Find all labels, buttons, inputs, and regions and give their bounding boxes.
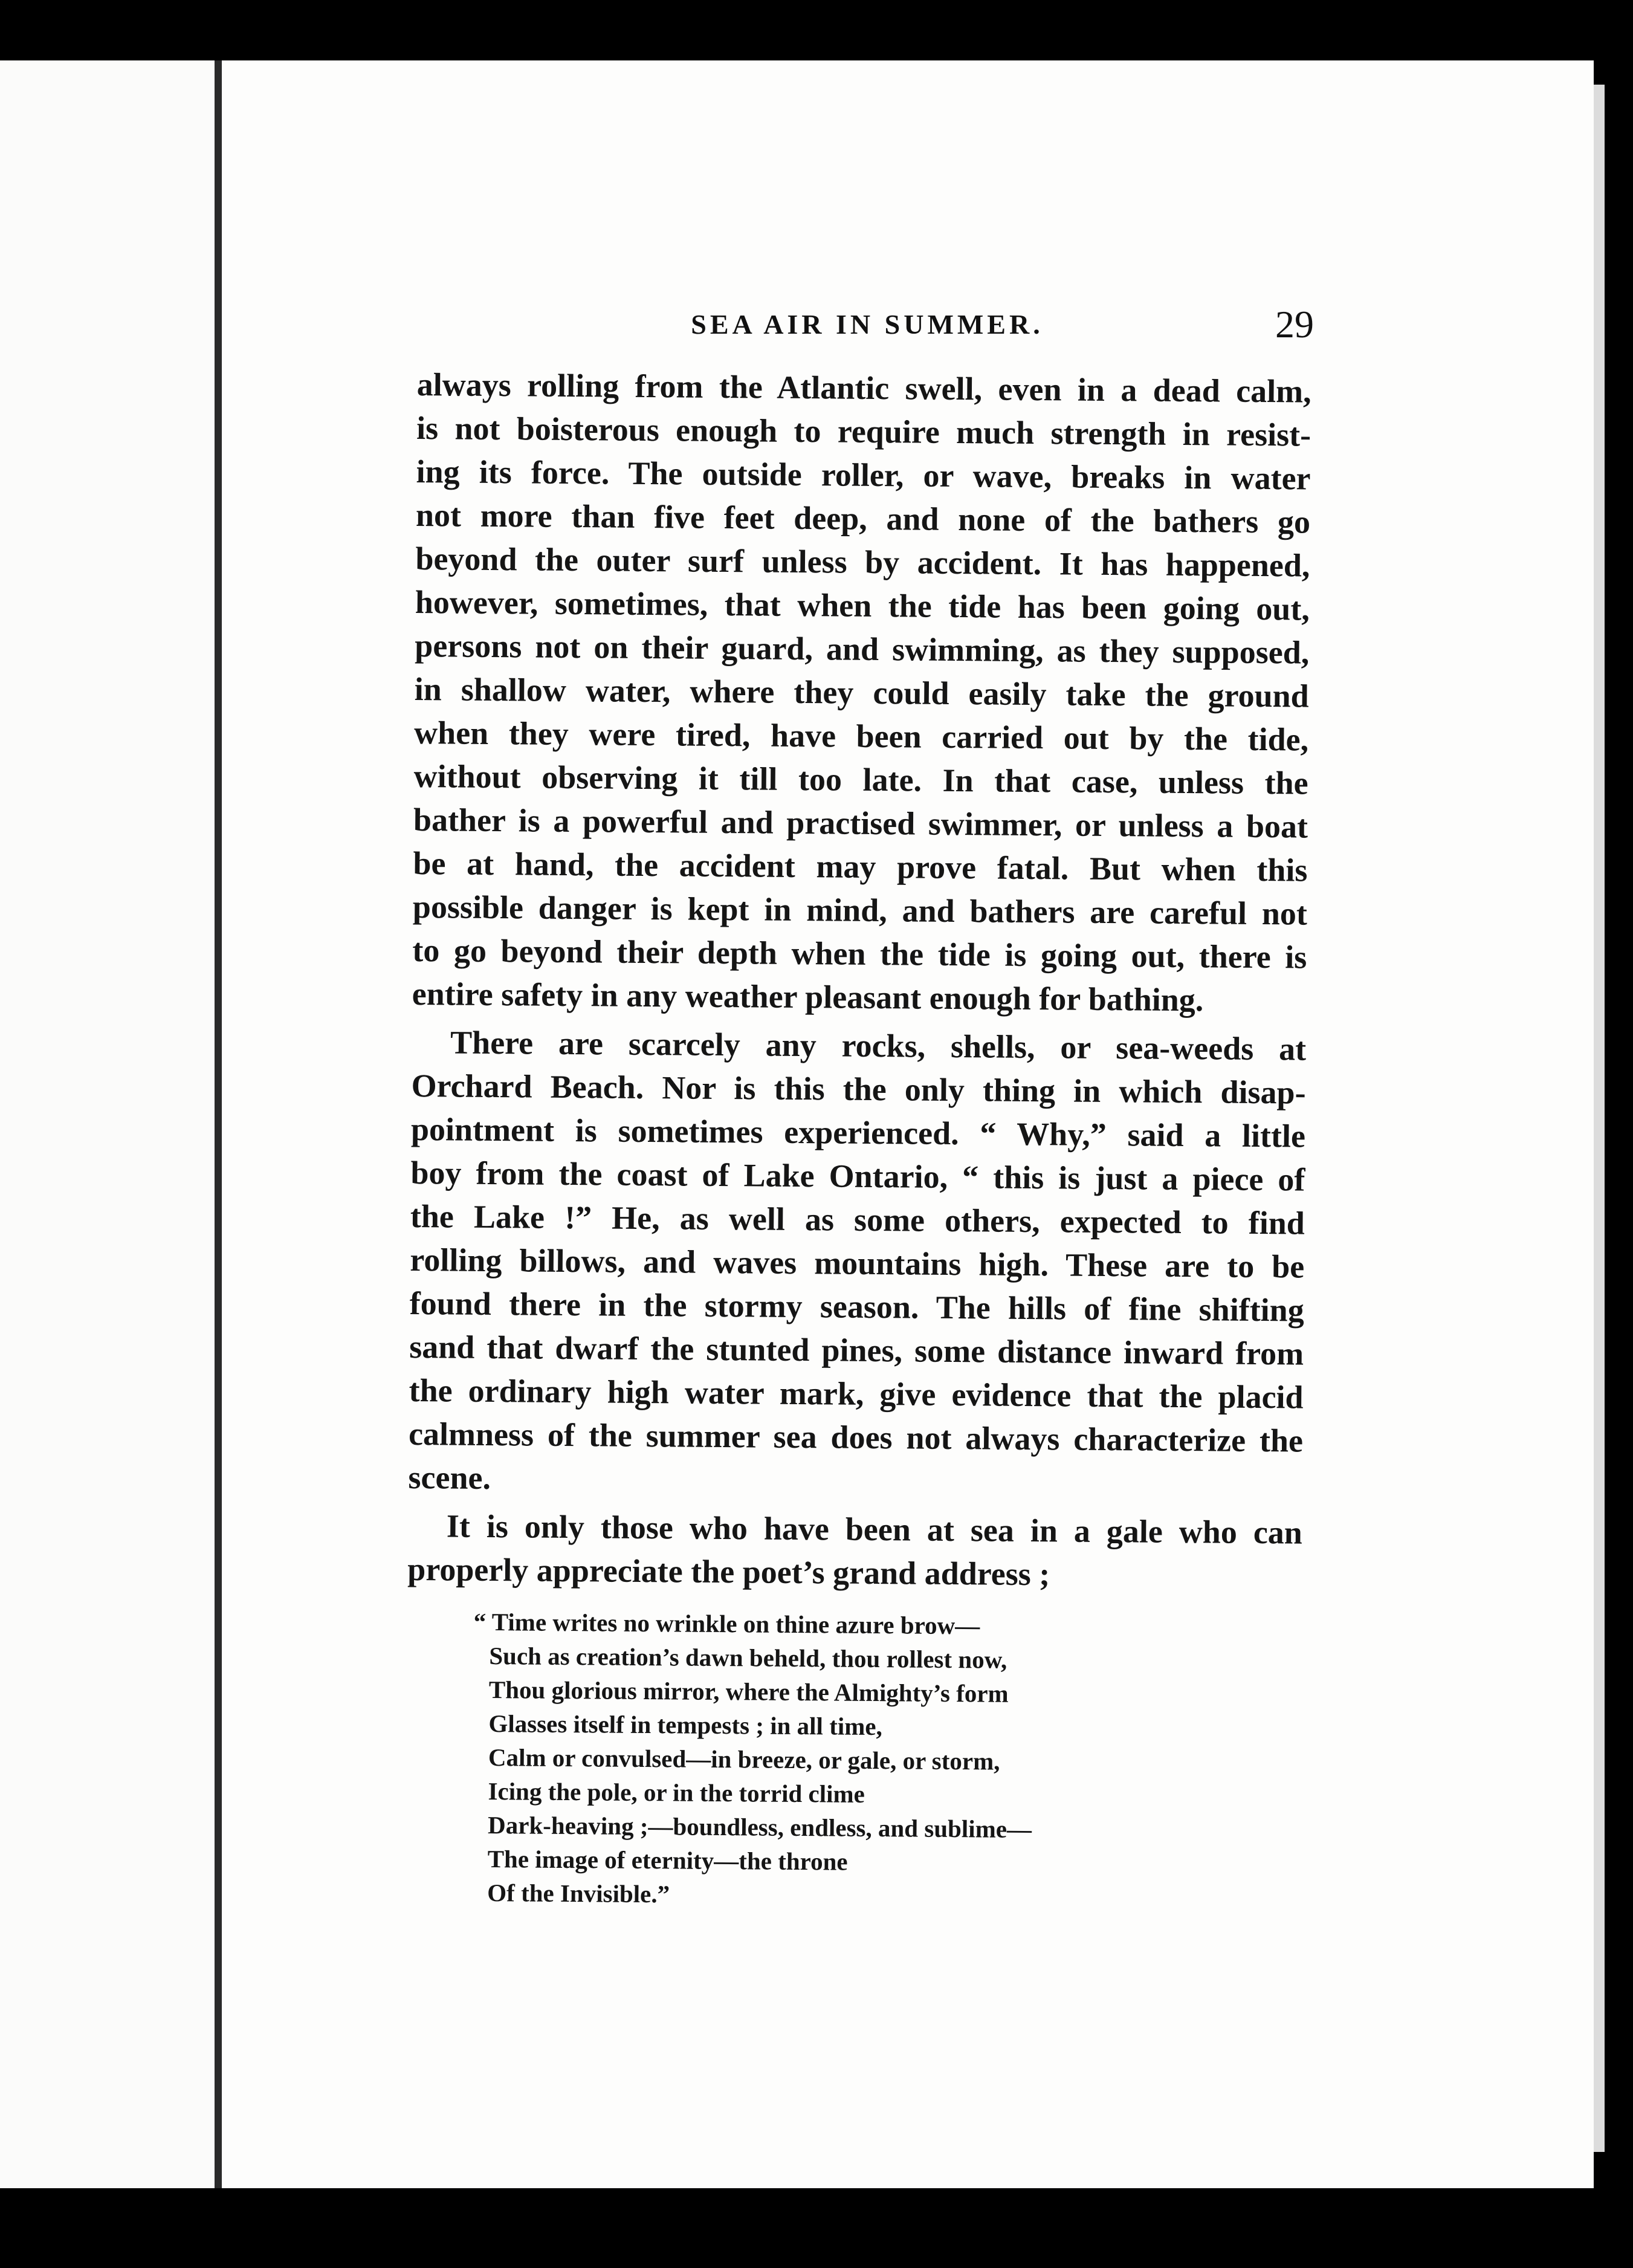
text-line: to go beyond their depth when the tide is going out, there is (412, 932, 1307, 976)
text-line: the Lake !” He, as well as some others, expected to find (410, 1197, 1305, 1242)
text-line: always rolling from the Atlantic swell, even in a dead calm, (416, 366, 1311, 410)
book-gutter (215, 60, 222, 2188)
text-line: is not boisterous enough to require much strength in resist- (416, 409, 1311, 453)
poem-line: Such as creation’s dawn beheld, thou rollest now, (489, 1641, 1007, 1674)
poem-line: Calm or convulsed—in breeze, or gale, or storm, (488, 1743, 1000, 1775)
text-line: scene. (408, 1459, 491, 1497)
text-line: without observing it till too late. In that case, unless the (413, 757, 1308, 802)
poem-line: Thou glorious mirror, where the Almighty’s form (488, 1675, 1009, 1708)
page-fore-edge (1594, 85, 1605, 2152)
poem-quotation (473, 1605, 1154, 1915)
text-line: persons not on their guard, and swimming, as they supposed, (415, 627, 1310, 671)
page-number: 29 (1275, 303, 1314, 346)
poem-line: Icing the pole, or in the torrid clime (488, 1777, 865, 1808)
poem-line: Glasses itself in tempests ; in all time, (488, 1709, 883, 1741)
text-line: calmness of the summer sea does not always characterize the (408, 1415, 1304, 1459)
body-text (407, 363, 1311, 1598)
text-line: boy from the coast of Lake Ontario, “ this is just a piece of (410, 1154, 1305, 1198)
text-line: when they were tired, have been carried out by the tide, (413, 714, 1309, 758)
text-line: found there in the stormy season. The hills of fine shifting (409, 1285, 1304, 1329)
paragraph-2 (408, 1020, 1306, 1506)
facing-page-edge (0, 60, 215, 2188)
text-line: possible danger is kept in mind, and bathers are careful not (412, 888, 1308, 932)
text-line: be at hand, the accident may prove fatal. But when this (413, 844, 1308, 889)
text-line: in shallow water, where they could easily take the ground (414, 670, 1309, 714)
text-line: sand that dwarf the stunted pines, some distance inward from (409, 1328, 1304, 1372)
poem-line: Of the Invisible.” (487, 1878, 670, 1908)
text-line: There are scarcely any rocks, shells, or sea-weeds at (450, 1024, 1307, 1068)
paragraph-3 (407, 1504, 1302, 1598)
paragraph-1 (412, 363, 1311, 1023)
text-line: It is only those who have been at sea in a gale who can (446, 1508, 1303, 1551)
text-line: the ordinary high water mark, give evidence that the placid (409, 1372, 1304, 1416)
text-line: beyond the outer surf unless by accident. It has happened, (415, 540, 1310, 584)
poem-line: Dark-heaving ;—boundless, endless, and sublime— (487, 1810, 1032, 1844)
text-line: ing its force. The outside roller, or wave, breaks in water (416, 453, 1311, 497)
poem-line: The image of eternity—the throne (487, 1844, 848, 1876)
text-line: pointment is sometimes experienced. “ Why,” said a little (410, 1110, 1306, 1155)
poem-line: “ Time writes no wrinkle on thine azure brow— (473, 1607, 980, 1640)
text-line: entire safety in any weather pleasant enough for bathing. (412, 975, 1204, 1019)
text-line: properly appreciate the poet’s grand address ; (407, 1550, 1050, 1593)
text-line: rolling billows, and waves mountains high. These are to be (410, 1241, 1305, 1285)
text-line: Orchard Beach. Nor is this the only thing in which disap- (411, 1067, 1306, 1111)
running-head: SEA AIR IN SUMMER. (691, 309, 1044, 340)
text-line: however, sometimes, that when the tide has been going out, (415, 583, 1310, 627)
text-line: bather is a powerful and practised swimmer, or unless a boat (413, 801, 1308, 845)
text-line: not more than five feet deep, and none of the bathers go (415, 496, 1311, 540)
